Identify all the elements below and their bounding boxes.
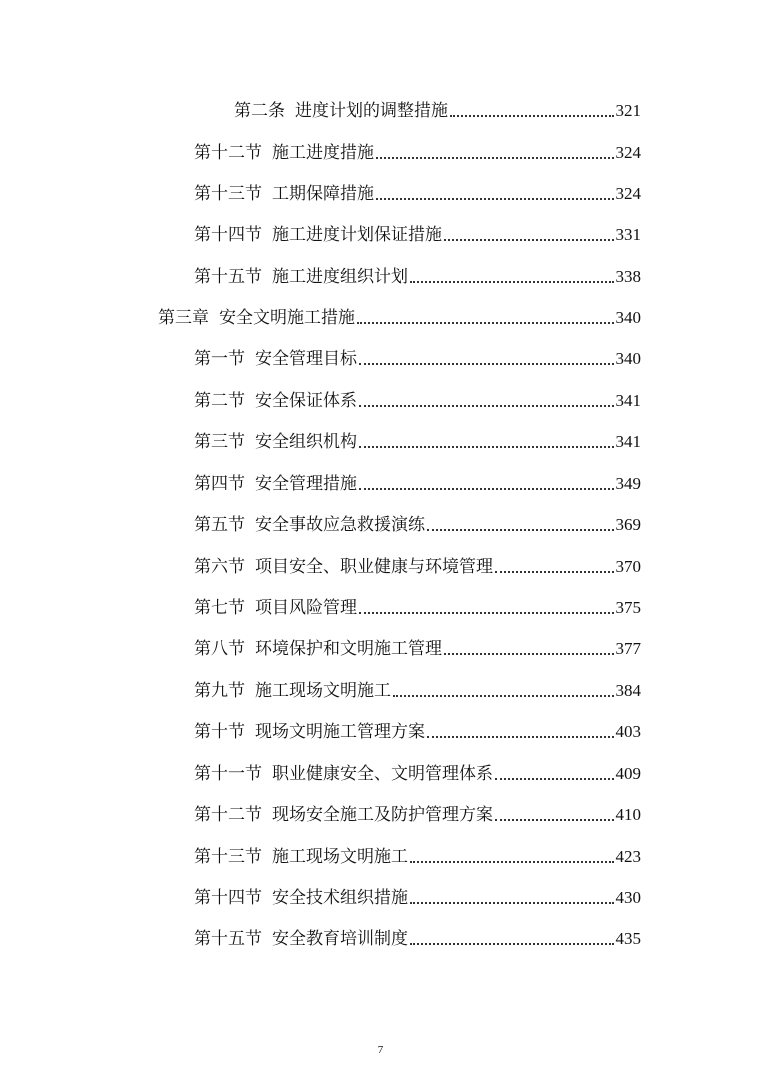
toc-entry-page: 324 xyxy=(615,184,641,203)
toc-dot-leader xyxy=(393,695,614,697)
toc-dot-leader xyxy=(359,363,614,365)
toc-entry[interactable] xyxy=(194,384,641,412)
toc-entry-title: 进度计划的调整措施 xyxy=(295,101,448,121)
toc-entry-title: 项目风险管理 xyxy=(255,598,357,618)
toc-dot-leader xyxy=(495,819,614,821)
toc-entry[interactable] xyxy=(194,218,641,246)
toc-entry[interactable] xyxy=(194,715,641,743)
toc-dot-leader xyxy=(359,405,614,407)
toc-dot-leader xyxy=(427,736,614,738)
toc-entry[interactable] xyxy=(234,94,641,122)
toc-entry-number: 第三章 xyxy=(158,308,209,328)
toc-entry-page: 340 xyxy=(615,349,641,368)
toc-entry-number: 第十三节 xyxy=(194,847,262,867)
toc-dot-leader xyxy=(410,943,614,945)
toc-entry-page: 375 xyxy=(615,598,641,617)
toc-entry-page: 430 xyxy=(615,888,641,907)
toc-entry-page: 369 xyxy=(615,515,641,534)
toc-entry[interactable] xyxy=(194,177,641,205)
page-number: 7 xyxy=(377,1044,384,1056)
toc-entry-page: 409 xyxy=(615,764,641,783)
toc-entry[interactable] xyxy=(194,757,641,785)
toc-entry-title: 安全技术组织措施 xyxy=(272,888,408,908)
toc-entry-title: 施工进度计划保证措施 xyxy=(272,225,442,245)
toc-entry[interactable] xyxy=(194,591,641,619)
toc-entry-page: 321 xyxy=(615,101,641,120)
toc-entry-title: 环境保护和文明施工管理 xyxy=(255,639,442,659)
toc-entry[interactable] xyxy=(194,922,641,950)
toc-entry-number: 第二条 xyxy=(234,101,285,121)
toc-dot-leader xyxy=(450,115,614,117)
toc-dot-leader xyxy=(376,198,614,200)
toc-entry-title: 现场安全施工及防护管理方案 xyxy=(272,805,493,825)
toc-entry-title: 施工进度组织计划 xyxy=(272,267,408,287)
toc-entry[interactable] xyxy=(194,425,641,453)
toc-entry-title: 施工进度措施 xyxy=(272,143,374,163)
toc-entry-title: 项目安全、职业健康与环境管理 xyxy=(255,557,493,577)
toc-entry-number: 第三节 xyxy=(194,432,245,452)
toc-entry-number: 第十五节 xyxy=(194,267,262,287)
toc-entry-number: 第十四节 xyxy=(194,225,262,245)
toc-dot-leader xyxy=(495,778,614,780)
toc-entry-page: 349 xyxy=(615,474,641,493)
toc-entry-page: 340 xyxy=(615,308,641,327)
toc-entry-title: 施工现场文明施工 xyxy=(255,681,391,701)
toc-entry[interactable] xyxy=(194,467,641,495)
toc-entry-page: 410 xyxy=(615,805,641,824)
toc-dot-leader xyxy=(359,446,614,448)
toc-entry-number: 第十三节 xyxy=(194,184,262,204)
toc-entry-title: 安全管理目标 xyxy=(255,349,357,369)
toc-dot-leader xyxy=(359,612,614,614)
toc-dot-leader xyxy=(495,571,614,573)
toc-dot-leader xyxy=(357,322,614,324)
toc-entry-number: 第十二节 xyxy=(194,805,262,825)
toc-dot-leader xyxy=(359,488,614,490)
toc-entry-page: 435 xyxy=(615,929,641,948)
toc-dot-leader xyxy=(410,861,614,863)
toc-entry[interactable] xyxy=(194,136,641,164)
toc-entry-title: 安全组织机构 xyxy=(255,432,357,452)
toc-entry-title: 现场文明施工管理方案 xyxy=(255,722,425,742)
toc-entry-title: 施工现场文明施工 xyxy=(272,847,408,867)
toc-entry[interactable] xyxy=(194,632,641,660)
toc-entry[interactable] xyxy=(194,260,641,288)
toc-entry-number: 第十五节 xyxy=(194,929,262,949)
toc-dot-leader xyxy=(444,239,614,241)
toc-entry-page: 324 xyxy=(615,143,641,162)
toc-dot-leader xyxy=(376,157,614,159)
toc-entry-number: 第十二节 xyxy=(194,143,262,163)
toc-entry-page: 384 xyxy=(615,681,641,700)
toc-entry-title: 安全文明施工措施 xyxy=(219,308,355,328)
toc-entry-title: 安全管理措施 xyxy=(255,474,357,494)
toc-entry[interactable] xyxy=(194,881,641,909)
toc-entry-number: 第五节 xyxy=(194,515,245,535)
toc-entry-page: 341 xyxy=(615,391,641,410)
toc-entry-number: 第六节 xyxy=(194,557,245,577)
toc-entry[interactable] xyxy=(194,550,641,578)
toc-entry-number: 第十一节 xyxy=(194,764,262,784)
toc-dot-leader xyxy=(410,902,614,904)
toc-entry-number: 第十四节 xyxy=(194,888,262,908)
toc-entry-number: 第七节 xyxy=(194,598,245,618)
toc-entry-number: 第四节 xyxy=(194,474,245,494)
toc-entry-number: 第八节 xyxy=(194,639,245,659)
toc-entry[interactable] xyxy=(194,840,641,868)
toc-dot-leader xyxy=(410,281,614,283)
toc-entry-page: 370 xyxy=(615,557,641,576)
toc-entry-page: 341 xyxy=(615,432,641,451)
toc-entry-title: 安全事故应急救援演练 xyxy=(255,515,425,535)
toc-entry[interactable] xyxy=(194,798,641,826)
toc-entry-title: 职业健康安全、文明管理体系 xyxy=(272,764,493,784)
toc-entry-title: 工期保障措施 xyxy=(272,184,374,204)
toc-entry-page: 331 xyxy=(615,225,641,244)
toc-entry-number: 第二节 xyxy=(194,391,245,411)
toc-entry[interactable] xyxy=(194,508,641,536)
toc-entry-title: 安全教育培训制度 xyxy=(272,929,408,949)
toc-entry-page: 423 xyxy=(615,847,641,866)
toc-entry-number: 第九节 xyxy=(194,681,245,701)
toc-dot-leader xyxy=(444,653,614,655)
toc-entry-page: 377 xyxy=(615,639,641,658)
toc-entry-number: 第十节 xyxy=(194,722,245,742)
toc-entry-page: 403 xyxy=(615,722,641,741)
toc-entry[interactable] xyxy=(194,674,641,702)
toc-entry[interactable] xyxy=(194,342,641,370)
toc-entry-chapter[interactable] xyxy=(158,301,641,329)
toc-entry-title: 安全保证体系 xyxy=(255,391,357,411)
toc-entry-number: 第一节 xyxy=(194,349,245,369)
toc-entry-page: 338 xyxy=(615,267,641,286)
toc-dot-leader xyxy=(427,529,614,531)
